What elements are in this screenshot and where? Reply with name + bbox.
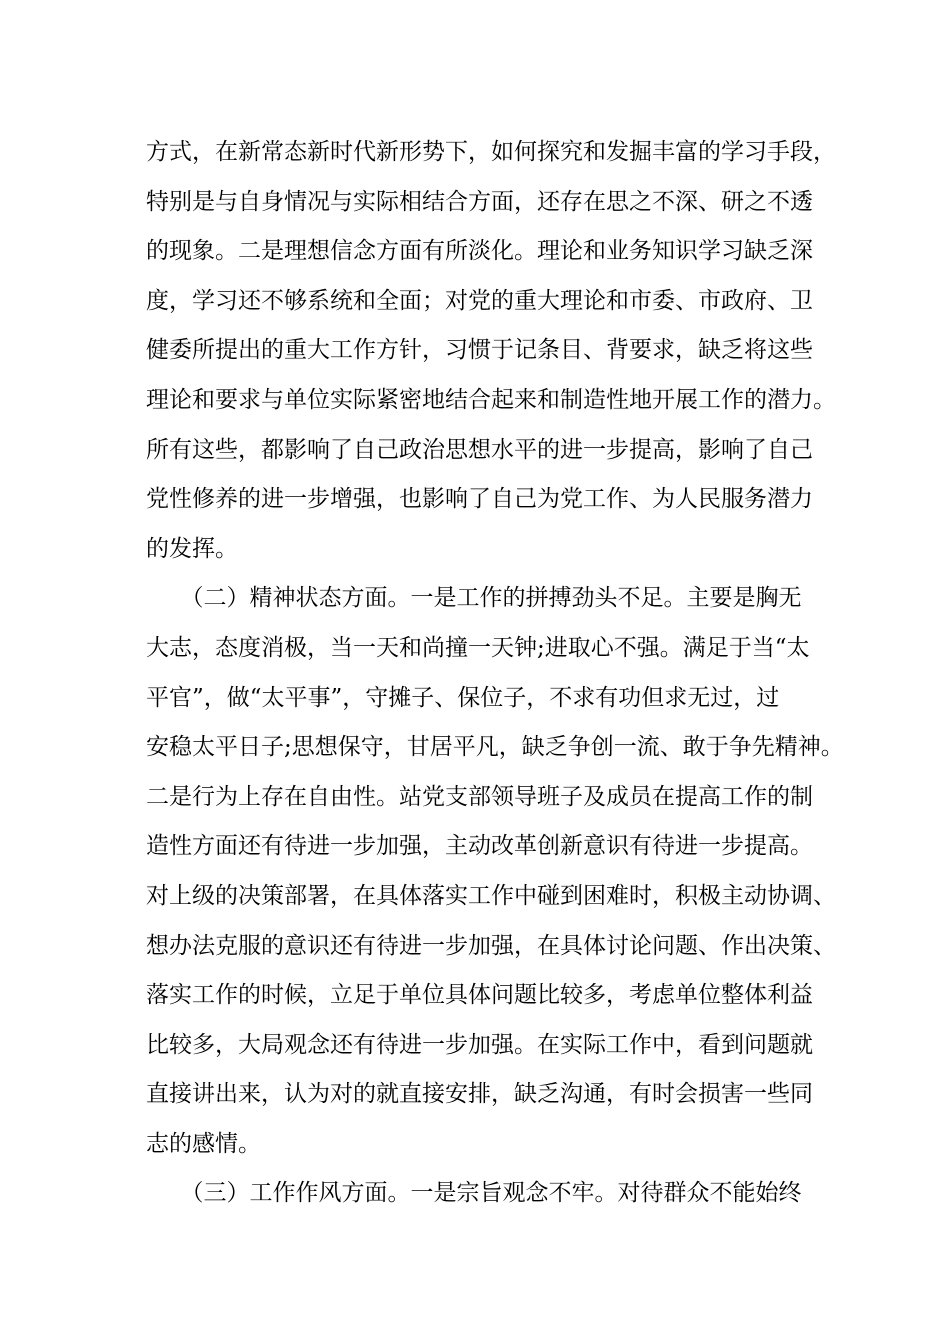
text-line: 健委所提出的重大工作方针，习惯于记条目、背要求，缺乏将这些 — [146, 337, 813, 364]
text-line: 落实工作的时候，立足于单位具体问题比较多，考虑单位整体利益 — [146, 982, 813, 1009]
text-line: 大志，态度消极，当一天和尚撞一天钟;进取心不强。满足于当“太 — [146, 634, 810, 661]
text-line: 党性修养的进一步增强，也影响了自己为党工作、为人民服务潜力 — [146, 486, 813, 513]
text-line: 方式，在新常态新时代新形势下，如何探究和发掘丰富的学习手段， — [146, 139, 836, 165]
text-line: 特别是与自身情况与实际相结合方面，还存在思之不深、研之不透 — [146, 188, 813, 215]
text-line: 度，学习还不够系统和全面；对党的重大理论和市委、市政府、卫 — [146, 287, 813, 314]
text-line: 比较多，大局观念还有待进一步加强。在实际工作中，看到问题就 — [146, 1031, 813, 1058]
text-line: 直接讲出来，认为对的就直接安排，缺乏沟通，有时会损害一些同 — [146, 1081, 813, 1108]
body-text — [146, 128, 844, 1219]
text-line: （三）工作作风方面。一是宗旨观念不牢。对待群众不能始终 — [146, 1180, 802, 1207]
text-line: 的发挥。 — [146, 535, 238, 562]
text-line: 理论和要求与单位实际紧密地结合起来和制造性地开展工作的潜力。 — [146, 386, 836, 413]
text-line: 志的感情。 — [146, 1130, 261, 1157]
text-line: 安稳太平日子;思想保守，甘居平凡，缺乏争创一流、敢于争先精神。 — [146, 734, 844, 761]
text-line: 所有这些，都影响了自己政治思想水平的进一步提高，影响了自己 — [146, 436, 813, 463]
text-line: 平官”，做“太平事”，守摊子、保位子，不求有功但求无过，过 — [146, 684, 780, 711]
text-line: 想办法克服的意识还有待进一步加强，在具体讨论问题、作出决策、 — [146, 932, 836, 959]
text-line: 造性方面还有待进一步加强，主动改革创新意识有待进一步提高。 — [146, 833, 813, 860]
text-line: 二是行为上存在自由性。站党支部领导班子及成员在提高工作的制 — [146, 783, 813, 810]
text-line: （二）精神状态方面。一是工作的拼搏劲头不足。主要是胸无 — [146, 585, 802, 612]
text-line: 的现象。二是理想信念方面有所淡化。理论和业务知识学习缺乏深 — [146, 238, 813, 265]
text-line: 对上级的决策部署，在具体落实工作中碰到困难时，积极主动协调、 — [146, 882, 836, 909]
